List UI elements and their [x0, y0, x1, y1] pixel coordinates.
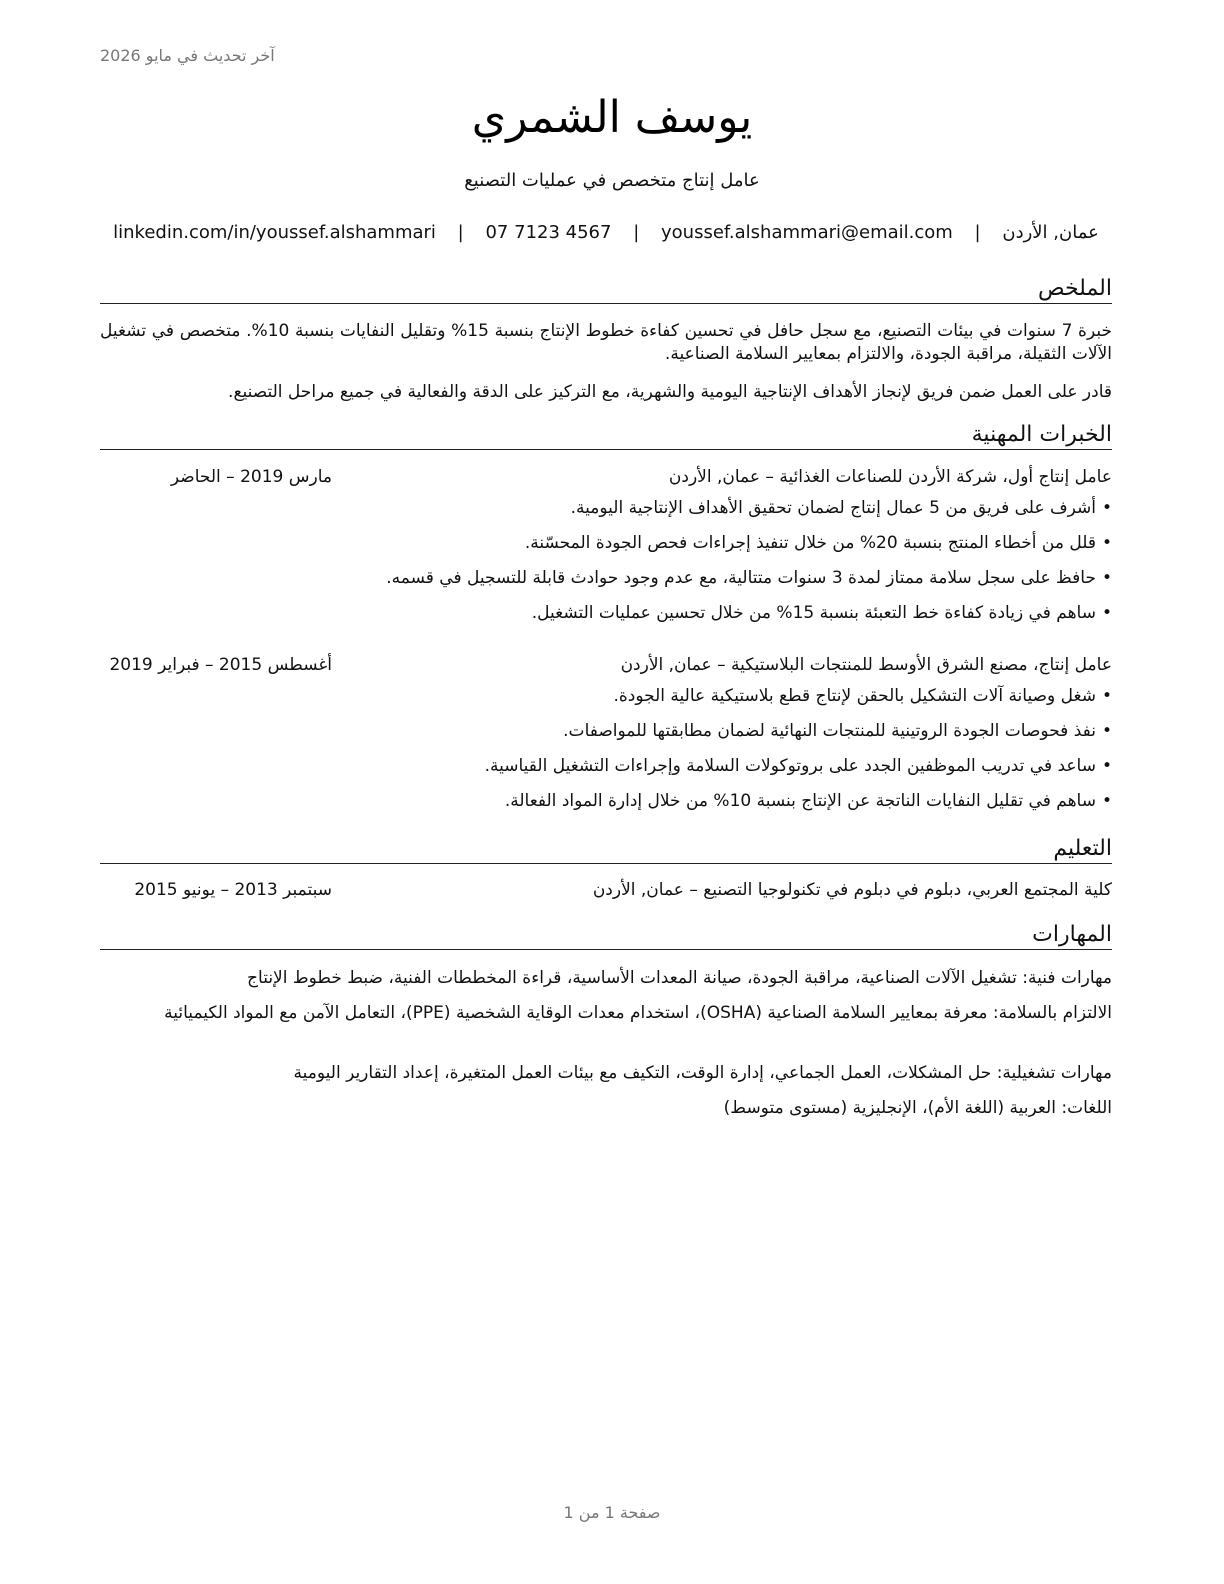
job-bullet: •أشرف على فريق من 5 عمال إنتاج لضمان تحقيق الأهداف الإنتاجية اليومية.	[570, 498, 1112, 518]
education-heading: التعليم	[100, 836, 1112, 864]
skill-item: مهارات تشغيلية: حل المشكلات، العمل الجماعي، إدارة الوقت، التكيف مع بيئات العمل المتغيرة، إعداد التقارير اليومية	[293, 1063, 1112, 1083]
job-bullet: •قلل من أخطاء المنتج بنسبة 20% من خلال تنفيذ إجراءات فحص الجودة المحسّنة.	[524, 533, 1112, 553]
last-updated: آخر تحديث في مايو 2026	[100, 46, 275, 65]
job-dates: أغسطس 2015 – فبراير 2019	[109, 655, 332, 675]
summary-heading: الملخص	[100, 276, 1112, 304]
skill-item: مهارات فنية: تشغيل الآلات الصناعية، مراقبة الجودة، صيانة المعدات الأساسية، قراءة المخططات الفنية، ضبط خطوط الإنتاج	[247, 968, 1112, 988]
contact-email[interactable]: youssef.alshammari@email.com	[661, 222, 953, 243]
skill-item: الالتزام بالسلامة: معرفة بمعايير السلامة الصناعية (OSHA)، استخدام معدات الوقاية الشخصية (PPE)، التعامل الآمن مع المواد الكيميائية	[164, 1003, 1112, 1023]
contact-line	[100, 222, 1112, 243]
contact-phone[interactable]: 07 7123 4567	[485, 222, 612, 243]
job-header	[100, 655, 1112, 681]
experience-heading: الخبرات المهنية	[100, 422, 1112, 450]
education-entry	[100, 880, 1112, 906]
education-dates: سبتمبر 2013 – يونيو 2015	[134, 880, 332, 900]
contact-linkedin[interactable]: linkedin.com/in/youssef.alshammari	[113, 222, 436, 243]
job-title: عامل إنتاج، مصنع الشرق الأوسط للمنتجات البلاستيكية – عمان, الأردن	[620, 655, 1112, 675]
job-bullet: •حافظ على سجل سلامة ممتاز لمدة 3 سنوات متتالية، مع عدم وجود حوادث قابلة للتسجيل في قسمه.	[386, 568, 1112, 588]
job-bullet: •ساهم في تقليل النفايات الناتجة عن الإنتاج بنسبة 10% من خلال إدارة المواد الفعالة.	[504, 791, 1112, 811]
page-number: صفحة 1 من 1	[563, 1503, 661, 1522]
contact-separator: |	[633, 222, 640, 243]
candidate-subtitle: عامل إنتاج متخصص في عمليات التصنيع	[464, 170, 760, 191]
contact-separator: |	[457, 222, 464, 243]
job-bullet: •ساهم في زيادة كفاءة خط التعبئة بنسبة 15% من خلال تحسين عمليات التشغيل.	[531, 603, 1112, 623]
education-title: كلية المجتمع العربي، دبلوم في دبلوم في تكنولوجيا التصنيع – عمان, الأردن	[592, 880, 1112, 900]
contact-location: عمان, الأردن	[1002, 222, 1099, 243]
candidate-name: يوسف الشمري	[471, 92, 753, 143]
job-bullet: •ساعد في تدريب الموظفين الجدد على بروتوكولات السلامة وإجراءات التشغيل القياسية.	[484, 756, 1112, 776]
job-dates: مارس 2019 – الحاضر	[170, 467, 332, 487]
contact-separator: |	[974, 222, 981, 243]
skill-item: اللغات: العربية (اللغة الأم)، الإنجليزية (مستوى متوسط)	[723, 1098, 1112, 1118]
job-bullet: •شغل وصيانة آلات التشكيل بالحقن لإنتاج قطع بلاستيكية عالية الجودة.	[613, 686, 1112, 706]
summary-paragraph: خبرة 7 سنوات في بيئات التصنيع، مع سجل حافل في تحسين كفاءة خطوط الإنتاج بنسبة 15% وتقليل النفايات بنسبة 10%. متخصص في تشغيل الآلات الثقيلة، مراقبة الجودة، والالتزام بمعايير السلامة الصناعية.	[100, 321, 1112, 364]
skills-heading: المهارات	[100, 922, 1112, 950]
job-title: عامل إنتاج أول، شركة الأردن للصناعات الغذائية – عمان, الأردن	[668, 467, 1112, 487]
job-bullet: •نفذ فحوصات الجودة الروتينية للمنتجات النهائية لضمان مطابقتها للمواصفات.	[563, 721, 1112, 741]
summary-paragraph: قادر على العمل ضمن فريق لإنجاز الأهداف الإنتاجية اليومية والشهرية، مع التركيز على الدقة والفعالية في جميع مراحل التصنيع.	[228, 382, 1112, 402]
job-header	[100, 467, 1112, 493]
